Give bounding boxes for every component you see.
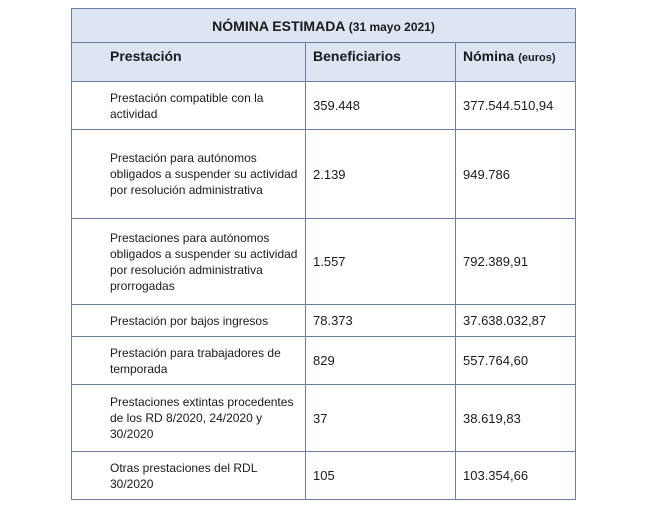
table-subtitle: (31 mayo 2021) xyxy=(348,19,435,34)
cell-beneficiarios: 359.448 xyxy=(306,82,456,130)
table-row xyxy=(72,82,576,130)
cell-beneficiarios: 105 xyxy=(306,452,456,500)
cell-beneficiarios: 37 xyxy=(306,385,456,452)
cell-prestacion: Prestación compatible con la actividad xyxy=(72,82,306,130)
cell-prestacion: Prestación para trabajadores de temporada xyxy=(72,337,306,385)
table-title-cell xyxy=(72,9,576,43)
table-row xyxy=(72,452,576,500)
cell-nomina: 792.389,91 xyxy=(456,219,576,305)
table-row xyxy=(72,337,576,385)
cell-nomina: 38.619,83 xyxy=(456,385,576,452)
table-row xyxy=(72,385,576,452)
table-title: NÓMINA ESTIMADA xyxy=(212,17,345,34)
cell-prestacion: Prestaciones extintas procedentes de los RD 8/2020, 24/2020 y 30/2020 xyxy=(72,385,306,452)
cell-nomina: 377.544.510,94 xyxy=(456,82,576,130)
cell-nomina: 557.764,60 xyxy=(456,337,576,385)
cell-beneficiarios: 78.373 xyxy=(306,305,456,337)
cell-beneficiarios: 2.139 xyxy=(306,130,456,219)
header-beneficiarios: Beneficiarios xyxy=(306,43,456,82)
cell-nomina: 103.354,66 xyxy=(456,452,576,500)
cell-nomina: 949.786 xyxy=(456,130,576,219)
header-nomina-unit: (euros) xyxy=(518,52,556,64)
cell-prestacion: Otras prestaciones del RDL 30/2020 xyxy=(72,452,306,500)
cell-beneficiarios: 1.557 xyxy=(306,219,456,305)
header-nomina-label: Nómina xyxy=(463,48,515,64)
cell-prestacion: Prestaciones para autónomos obligados a suspender su actividad por resolución administrativa prorrogadas xyxy=(72,219,306,305)
header-prestacion: Prestación xyxy=(72,43,306,82)
table-row xyxy=(72,219,576,305)
table-header-row xyxy=(72,43,576,82)
header-nomina xyxy=(456,43,576,82)
cell-prestacion: Prestación para autónomos obligados a suspender su actividad por resolución administrativa xyxy=(72,130,306,219)
cell-prestacion: Prestación por bajos ingresos xyxy=(72,305,306,337)
table-row xyxy=(72,305,576,337)
table-row xyxy=(72,130,576,219)
nomina-table xyxy=(71,8,576,500)
table-title-row xyxy=(72,9,576,43)
cell-beneficiarios: 829 xyxy=(306,337,456,385)
cell-nomina: 37.638.032,87 xyxy=(456,305,576,337)
